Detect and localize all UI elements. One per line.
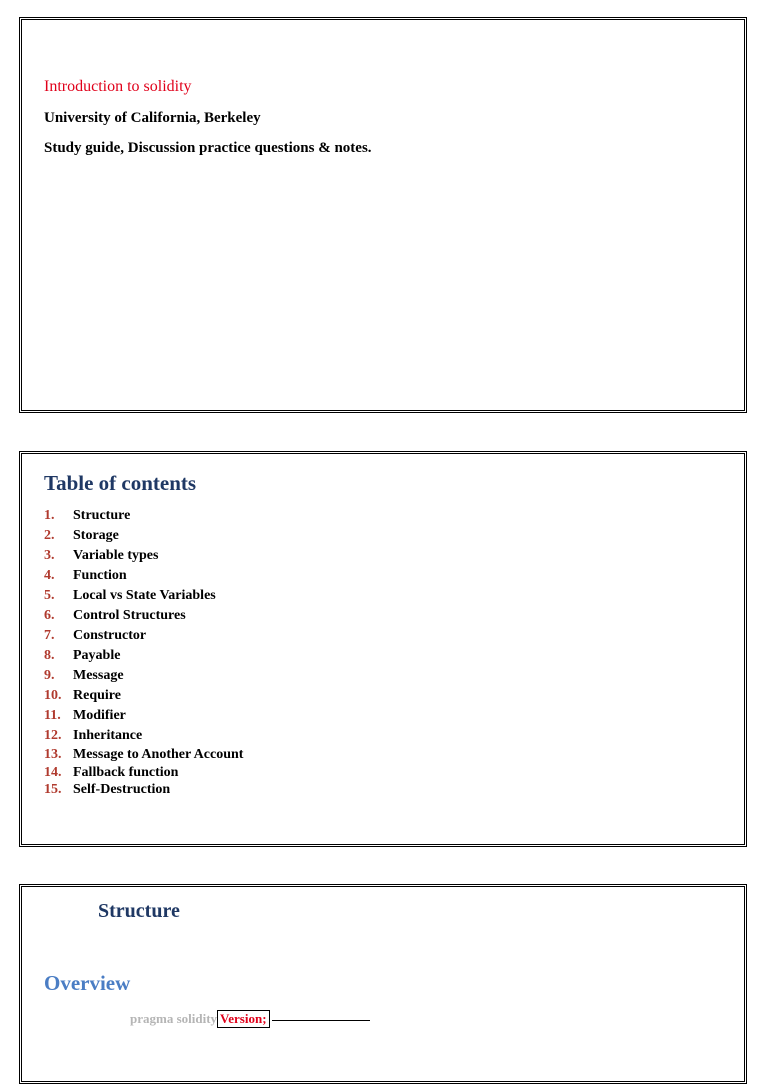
toc-item-number: 12.: [44, 728, 62, 743]
toc-item-number: 5.: [44, 588, 55, 603]
toc-title: Table of contents: [44, 471, 197, 495]
toc-page: [19, 451, 747, 847]
toc-item-label: Self-Destruction: [73, 782, 171, 797]
toc-item-number: 9.: [44, 668, 55, 683]
toc-item-label: Local vs State Variables: [73, 588, 216, 603]
version-token: Version: [220, 1011, 263, 1026]
toc-item-number: 6.: [44, 608, 55, 623]
toc-item-number: 7.: [44, 628, 55, 643]
toc-item-label: Fallback function: [73, 764, 179, 780]
toc-item-label: Function: [73, 568, 127, 583]
version-box: [217, 1010, 269, 1028]
toc-item[interactable]: [44, 526, 243, 546]
toc-item-number: 8.: [44, 648, 55, 663]
toc-item[interactable]: [44, 764, 243, 782]
toc-item-number: 11.: [44, 708, 61, 723]
toc-item-number: 4.: [44, 568, 55, 583]
university-name: University of California, Berkeley: [44, 110, 261, 126]
toc-item-number: 1.: [44, 508, 55, 523]
subsection-heading: Overview: [44, 971, 131, 995]
title-page: [19, 17, 747, 413]
toc-item-label: Control Structures: [73, 608, 186, 623]
toc-item[interactable]: [44, 746, 243, 764]
toc-item-label: Structure: [73, 508, 131, 523]
toc-item-label: Require: [73, 688, 121, 703]
toc-item-label: Inheritance: [73, 728, 143, 743]
toc-item[interactable]: [44, 586, 243, 606]
code-prefix: pragma solidity: [130, 1011, 218, 1026]
toc-item[interactable]: [44, 566, 243, 586]
toc-item[interactable]: [44, 666, 243, 686]
toc-item[interactable]: [44, 506, 243, 526]
toc-item-number: 3.: [44, 548, 55, 563]
section-heading: Structure: [98, 900, 180, 922]
toc-item[interactable]: [44, 726, 243, 746]
toc-item[interactable]: [44, 646, 243, 666]
guide-description: Study guide, Discussion practice questions & notes.: [44, 140, 372, 156]
toc-item-label: Storage: [73, 528, 119, 543]
code-snippet: [130, 1010, 370, 1028]
toc-item[interactable]: [44, 606, 243, 626]
toc-item-label: Message to Another Account: [73, 747, 244, 762]
toc-item[interactable]: [44, 546, 243, 566]
toc-item-number: 14.: [44, 764, 62, 780]
toc-item-label: Payable: [73, 648, 121, 663]
toc-list: [44, 506, 243, 799]
structure-page: [19, 884, 747, 1084]
toc-item-number: 2.: [44, 528, 55, 543]
toc-item[interactable]: [44, 781, 243, 799]
toc-item-number: 15.: [44, 782, 62, 797]
toc-item-number: 13.: [44, 747, 62, 762]
callout-line: [272, 1020, 370, 1021]
toc-item-label: Variable types: [73, 548, 159, 563]
toc-item-number: 10.: [44, 688, 62, 703]
toc-item-label: Message: [73, 668, 124, 683]
toc-item-label: Constructor: [73, 628, 147, 643]
code-semicolon: ;: [262, 1011, 267, 1026]
toc-item[interactable]: [44, 686, 243, 706]
toc-item[interactable]: [44, 626, 243, 646]
toc-item-label: Modifier: [73, 708, 126, 723]
toc-item[interactable]: [44, 706, 243, 726]
intro-title: Introduction to solidity: [44, 78, 192, 95]
